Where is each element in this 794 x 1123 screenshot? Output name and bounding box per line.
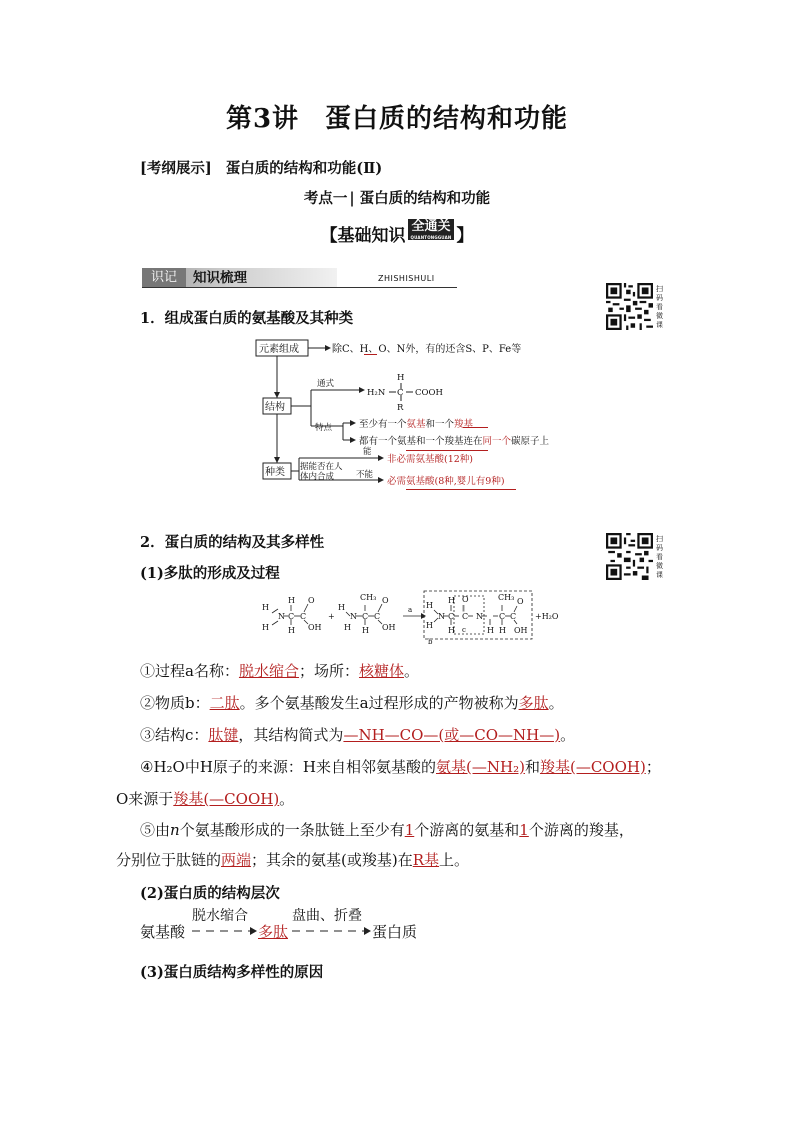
svg-text:c: c (462, 626, 466, 634)
svg-text:b: b (428, 638, 433, 646)
answer-span: 氨基(—NH₂) (436, 758, 525, 776)
exam-point-text: 蛋白质的结构和功能 (359, 190, 491, 207)
section-header-pinyin: ZHISHISHULI (378, 274, 435, 283)
dehydration-condensation-diagram (258, 588, 568, 646)
line-peptide-chain: ⑤由n个氨基酸形成的一条肽链上至少有1个游离的氨基和1个游离的羧基， (140, 821, 634, 839)
diagram-tedian1: 至少有一个氨基和一个羧基 (359, 419, 474, 430)
formula-c: C (397, 388, 404, 398)
formula-cooh: COOH (415, 388, 443, 398)
answer-span: 肽键 (208, 726, 239, 744)
svg-text:‖: ‖ (462, 605, 465, 612)
flow-mid: 多肽 (258, 923, 289, 941)
diagram-tedian2: 都有一个氨基和一个羧基连在同一个碳原子上 (359, 436, 550, 447)
svg-text:C: C (499, 612, 506, 621)
svg-text:C: C (362, 612, 369, 621)
diagram-jushu1: 据能否在人 (300, 462, 343, 472)
section-header-bar (142, 268, 457, 288)
flow-start: 氨基酸 (140, 923, 186, 941)
flow-arrow-1 (190, 925, 258, 937)
diagram-node-zhonglei: 种类 (265, 467, 285, 478)
svg-text:H: H (448, 596, 455, 605)
diagram-tongshi: 通式 (317, 379, 335, 389)
exam-point-divider: | (349, 190, 355, 207)
diagram-bixu: 必需氨基酸(8种,婴儿有9种) (387, 476, 505, 487)
lesson-number: 第3讲 (225, 104, 300, 134)
svg-text:O: O (308, 596, 315, 605)
answer-span: —NH—CO—(或—CO—NH—) (343, 726, 561, 744)
heading-2: 2．蛋白质的结构及其多样性 (140, 534, 325, 551)
answer-span: 羧基(—COOH) (539, 758, 646, 776)
svg-text:CH₃: CH₃ (360, 593, 377, 602)
svg-text:C: C (462, 612, 469, 621)
amino-acid-diagram (251, 330, 551, 492)
svg-text:OH: OH (308, 623, 322, 632)
svg-text:CH₃: CH₃ (498, 593, 515, 602)
diagram-node-jiegou: 结构 (265, 402, 285, 413)
banner-right: 】 (456, 226, 474, 246)
qr-label: 扫码看微课 (656, 285, 663, 329)
svg-text:H: H (487, 626, 494, 635)
answer-span: 二肽 (209, 694, 240, 712)
svg-text:N: N (438, 612, 445, 621)
lesson-title: 蛋白质的结构和功能 (325, 104, 569, 134)
svg-text:a: a (408, 606, 413, 614)
svg-text:H: H (448, 626, 455, 635)
answer-span: 1 (519, 821, 529, 839)
answer-span: 脱水缩合 (238, 662, 299, 680)
diagram-feibixu: 非必需氨基酸(12种) (387, 454, 474, 465)
flow-step2-label: 盘曲、折叠 (292, 908, 362, 924)
svg-text:+H₂O: +H₂O (535, 612, 559, 621)
svg-text:H: H (262, 623, 269, 632)
diagram-tedian: 特点 (315, 423, 333, 433)
svg-text:H: H (262, 603, 269, 612)
diagram-yuansu-text: 除C、H、O、N外，有的还含S、P、Fe等 (332, 344, 522, 355)
answer-span: 两端 (221, 851, 252, 869)
answer-span: 1 (404, 821, 415, 839)
svg-text:C: C (448, 612, 455, 621)
basic-knowledge-banner (0, 219, 794, 246)
svg-text:H: H (426, 601, 433, 610)
answer-span: 羧基(—COOH) (173, 790, 280, 808)
line-structure-c: ③结构c：肽键，其结构简式为—NH—CO—(或—CO—NH—)。 (140, 726, 576, 744)
svg-text:+: + (328, 612, 335, 621)
structure-level-flow (140, 905, 470, 945)
banner-box (408, 219, 455, 240)
subheading-polypeptide-formation: (1)多肽的形成及过程 (140, 565, 280, 582)
exam-point-heading (0, 187, 794, 208)
svg-text:C: C (288, 612, 295, 621)
svg-text:C: C (374, 612, 381, 621)
syllabus-text: 蛋白质的结构和功能(Ⅱ) (225, 160, 383, 177)
svg-text:O: O (462, 595, 469, 604)
answer-span: R基 (412, 851, 440, 869)
line-water-source: ④H₂O中H原子的来源：H来自相邻氨基酸的氨基(—NH₂)和羧基(—COOH)； (140, 758, 661, 776)
diagram-buneng: 不能 (356, 470, 374, 480)
subheading-diversity-reasons: (3)蛋白质结构多样性的原因 (140, 964, 324, 981)
svg-text:N: N (278, 612, 285, 621)
line-oxygen-source: O来源于羧基(—COOH)。 (116, 790, 295, 808)
line-chain-ends: 分别位于肽链的两端；其余的氨基(或羧基)在R基上。 (116, 851, 470, 869)
svg-text:H: H (288, 626, 295, 635)
flow-end: 蛋白质 (372, 923, 418, 941)
banner-box-small: QUANTONGGUAN (410, 235, 452, 240)
svg-text:OH: OH (514, 626, 528, 635)
qr-code-icon[interactable] (606, 533, 653, 580)
section-header-rule (142, 287, 457, 288)
svg-text:H: H (344, 623, 351, 632)
line-process-a: ①过程a名称：脱水缩合；场所：核糖体。 (140, 662, 420, 680)
svg-text:OH: OH (382, 623, 396, 632)
svg-text:N: N (476, 612, 483, 621)
subheading-structure-levels: (2)蛋白质的结构层次 (140, 885, 280, 902)
formula-h-top: H (397, 373, 405, 383)
svg-text:O: O (517, 597, 524, 606)
banner-box-text: 全通关 (411, 219, 451, 234)
page-title (0, 98, 794, 135)
flow-arrow-2 (290, 925, 372, 937)
formula-h2n: H₂N (367, 388, 386, 398)
diagram-node-yuansu: 元素组成 (259, 344, 299, 355)
svg-text:C: C (300, 612, 307, 621)
svg-text:H: H (362, 626, 369, 635)
qr-code-icon[interactable] (606, 283, 653, 330)
diagram-jushu2: 体内合成 (300, 472, 335, 482)
section-header-tag: 识记 (142, 268, 186, 288)
heading-1: 1．组成蛋白质的氨基酸及其种类 (140, 310, 354, 327)
svg-text:H: H (288, 596, 295, 605)
svg-text:N: N (350, 612, 357, 621)
formula-r: R (397, 403, 404, 413)
exam-point-label: 考点一 (303, 190, 348, 207)
syllabus-line (140, 157, 382, 178)
section-header-label: 知识梳理 (193, 270, 247, 286)
syllabus-tag: [考纲展示] (140, 160, 212, 177)
line-substance-b: ②物质b：二肽。多个氨基酸发生a过程形成的产物被称为多肽。 (140, 694, 564, 712)
diagram-neng: 能 (363, 447, 372, 457)
svg-text:H: H (499, 626, 506, 635)
qr-label: 扫码看微课 (656, 535, 663, 579)
answer-span: 多肽 (518, 694, 549, 712)
flow-step1-label: 脱水缩合 (192, 908, 248, 924)
svg-text:H: H (426, 621, 433, 630)
svg-text:O: O (382, 596, 389, 605)
answer-span: 核糖体 (358, 662, 404, 680)
svg-text:C: C (510, 612, 517, 621)
banner-left: 【基础知识 (320, 226, 406, 246)
svg-text:H: H (338, 603, 345, 612)
